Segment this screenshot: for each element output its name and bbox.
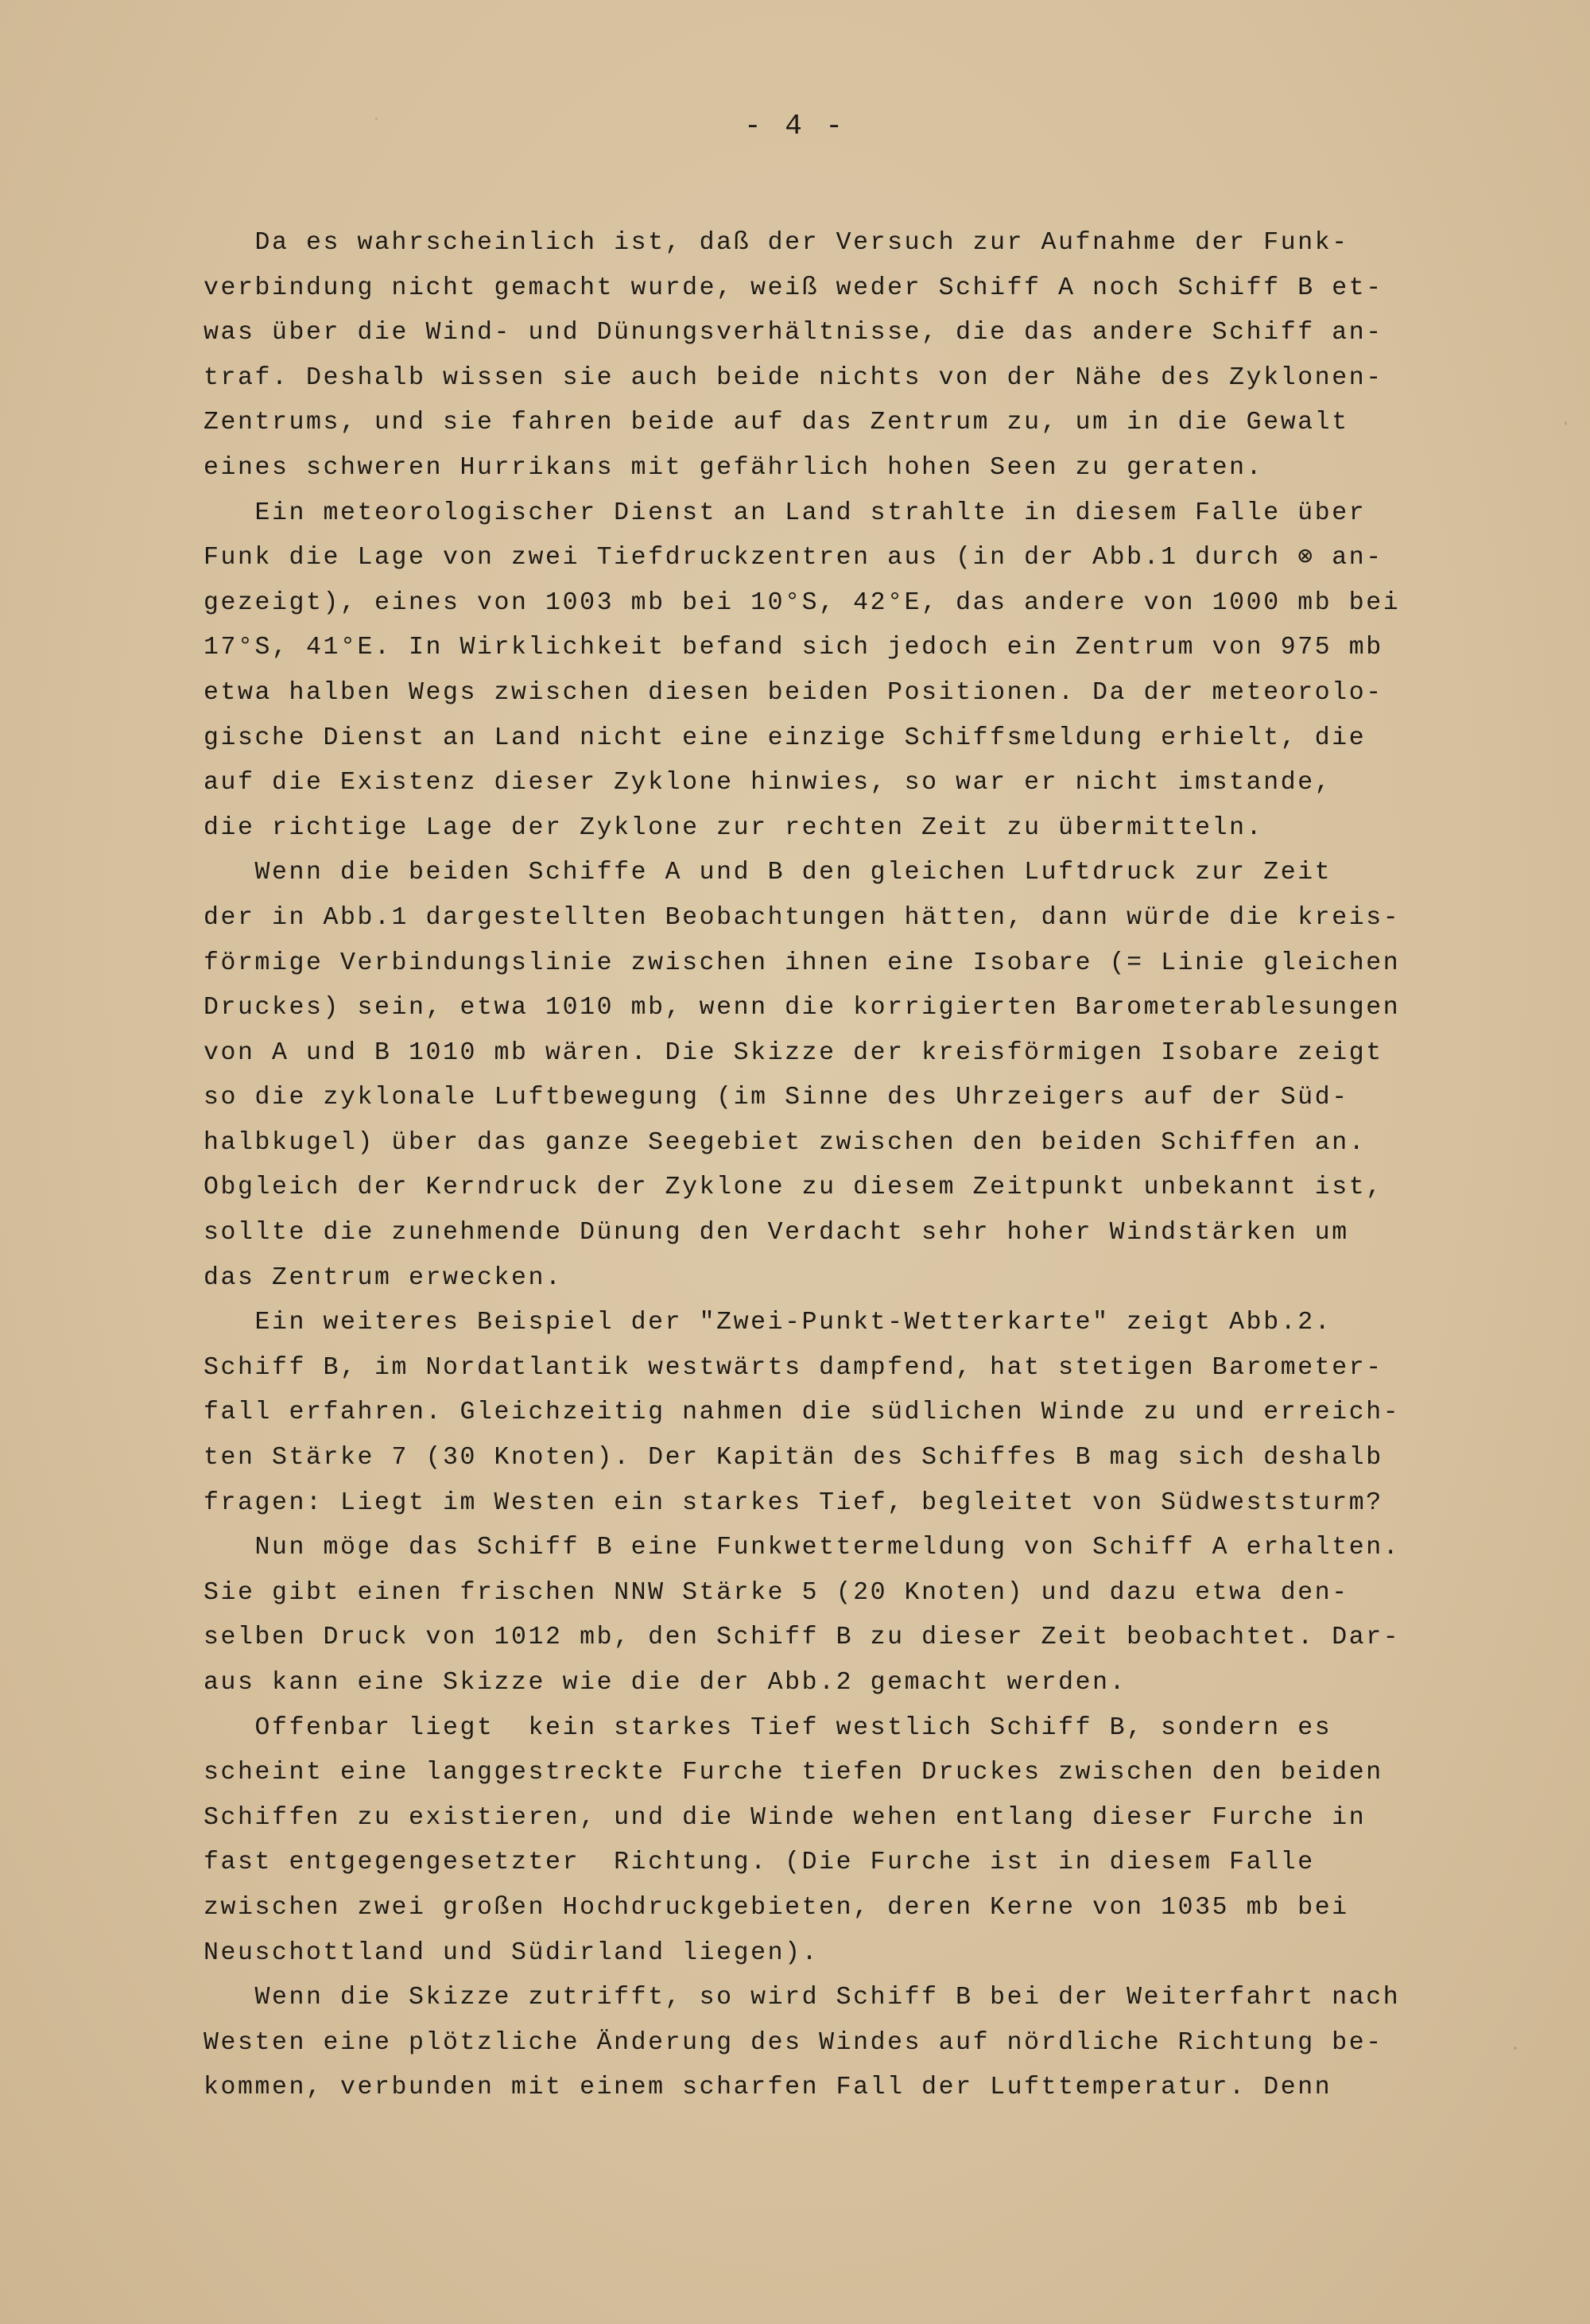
text-line: Da es wahrscheinlich ist, daß der Versuch zur Aufnahme der Funk-: [204, 229, 1349, 257]
text-line: Druckes) sein, etwa 1010 mb, wenn die korrigierten Barometerablesungen: [204, 994, 1401, 1022]
text-line: gische Dienst an Land nicht eine einzige Schiffsmeldung erhielt, die: [204, 724, 1367, 752]
paper-speck: [1565, 421, 1567, 425]
text-line: sollte die zunehmende Dünung den Verdacht sehr hoher Windstärken um: [204, 1219, 1349, 1247]
text-line: Westen eine plötzliche Änderung des Windes auf nördliche Richtung be-: [204, 2028, 1383, 2057]
text-line: Zentrums, und sie fahren beide auf das Zentrum zu, um in die Gewalt: [204, 409, 1349, 437]
text-line: scheint eine langgestreckte Furche tiefen Druckes zwischen den beiden: [204, 1759, 1383, 1787]
text-line: zwischen zwei großen Hochdruckgebieten, deren Kerne von 1035 mb bei: [204, 1893, 1349, 1922]
text-line: eines schweren Hurrikans mit gefährlich hohen Seen zu geraten.: [204, 453, 1264, 482]
body-text: [204, 221, 1491, 2111]
paper-speck: [1514, 2047, 1517, 2050]
text-line: förmige Verbindungslinie zwischen ihnen eine Isobare (= Linie gleichen: [204, 949, 1401, 977]
text-line: Schiff B, im Nordatlantik westwärts dampfend, hat stetigen Barometer-: [204, 1353, 1383, 1382]
text-line: traf. Deshalb wissen sie auch beide nichts von der Nähe des Zyklonen-: [204, 363, 1383, 392]
text-line: selben Druck von 1012 mb, den Schiff B zu dieser Zeit beobachtet. Dar-: [204, 1624, 1401, 1652]
text-line: Neuschottland und Südirland liegen).: [204, 1938, 820, 1967]
text-line: gezeigt), eines von 1003 mb bei 10°S, 42°E, das andere von 1000 mb bei: [204, 588, 1401, 617]
text-line: die richtige Lage der Zyklone zur rechten Zeit zu übermitteln.: [204, 813, 1264, 842]
text-line: Nun möge das Schiff B eine Funkwettermeldung von Schiff A erhalten.: [204, 1534, 1401, 1562]
text-line: 17°S, 41°E. In Wirklichkeit befand sich jedoch ein Zentrum von 975 mb: [204, 634, 1383, 662]
text-line: fragen: Liegt im Westen ein starkes Tief, begleitet von Südweststurm?: [204, 1488, 1383, 1517]
text-line: Offenbar liegt kein starkes Tief westlich Schiff B, sondern es: [204, 1713, 1332, 1742]
text-line: Obgleich der Kerndruck der Zyklone zu diesem Zeitpunkt unbekannt ist,: [204, 1174, 1383, 1202]
text-line: Funk die Lage von zwei Tiefdruckzentren aus (in der Abb.1 durch ⊗ an-: [204, 544, 1383, 572]
text-line: Wenn die Skizze zutrifft, so wird Schiff B bei der Weiterfahrt nach: [204, 1984, 1401, 2012]
page-number: - 4 -: [743, 110, 847, 142]
text-line: was über die Wind- und Dünungsverhältnisse, die das andere Schiff an-: [204, 319, 1383, 347]
text-line: aus kann eine Skizze wie die der Abb.2 gemacht werden.: [204, 1669, 1127, 1697]
text-line: Schiffen zu existieren, und die Winde wehen entlang dieser Furche in: [204, 1803, 1367, 1832]
text-line: von A und B 1010 mb wären. Die Skizze der kreisförmigen Isobare zeigt: [204, 1038, 1383, 1067]
text-line: etwa halben Wegs zwischen diesen beiden Positionen. Da der meteorolo-: [204, 678, 1383, 707]
text-line: auf die Existenz dieser Zyklone hinwies, so war er nicht imstande,: [204, 769, 1332, 797]
text-line: fast entgegengesetzter Richtung. (Die Furche ist in diesem Falle: [204, 1849, 1315, 1877]
text-line: ten Stärke 7 (30 Knoten). Der Kapitän des Schiffes B mag sich deshalb: [204, 1444, 1383, 1472]
text-line: verbindung nicht gemacht wurde, weiß weder Schiff A noch Schiff B et-: [204, 274, 1383, 302]
text-line: so die zyklonale Luftbewegung (im Sinne des Uhrzeigers auf der Süd-: [204, 1084, 1349, 1112]
text-line: der in Abb.1 dargestellten Beobachtungen hätten, dann würde die kreis-: [204, 903, 1401, 932]
text-line: Sie gibt einen frischen NNW Stärke 5 (20 Knoten) und dazu etwa den-: [204, 1578, 1349, 1607]
text-line: Ein meteorologischer Dienst an Land strahlte in diesem Falle über: [204, 499, 1367, 527]
text-line: kommen, verbunden mit einem scharfen Fall der Lufttemperatur. Denn: [204, 2074, 1332, 2102]
text-line: fall erfahren. Gleichzeitig nahmen die südlichen Winde zu und erreich-: [204, 1399, 1401, 1427]
text-line: das Zentrum erwecken.: [204, 1263, 563, 1292]
text-line: Wenn die beiden Schiffe A und B den gleichen Luftdruck zur Zeit: [204, 859, 1332, 887]
text-line: halbkugel) über das ganze Seegebiet zwischen den beiden Schiffen an.: [204, 1128, 1367, 1157]
text-line: Ein weiteres Beispiel der "Zwei-Punkt-Wetterkarte" zeigt Abb.2.: [204, 1309, 1332, 1337]
